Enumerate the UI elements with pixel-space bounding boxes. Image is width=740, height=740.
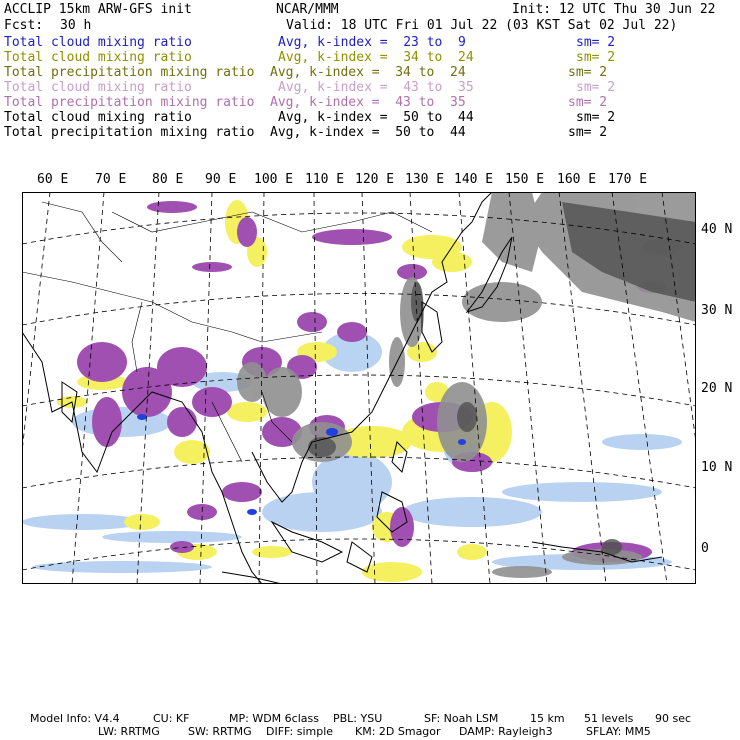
footer-item: PBL: YSU [333, 712, 383, 725]
footer-item: MP: WDM 6class [229, 712, 319, 725]
field-smoothing: sm= 2 [568, 125, 608, 140]
field-smoothing: sm= 2 [576, 80, 616, 95]
longitude-label: 60 E [37, 172, 69, 187]
field-range: Avg, k-index = 43 to 35 [270, 95, 466, 110]
footer-item: DIFF: simple [266, 725, 334, 738]
field-range: Avg, k-index = 43 to 35 [278, 80, 474, 95]
field-smoothing: sm= 2 [576, 35, 616, 50]
field-name: Total precipitation mixing ratio [4, 95, 255, 110]
longitude-label: 130 E [405, 172, 445, 187]
field-name: Total cloud mixing ratio [4, 110, 192, 125]
field-name: Total precipitation mixing ratio [4, 65, 255, 80]
longitude-label: 150 E [505, 172, 545, 187]
map-header [0, 0, 740, 140]
footer-item: SFLAY: MM5 [586, 725, 651, 738]
map-canvas [22, 192, 696, 584]
longitude-label: 160 E [557, 172, 597, 187]
forecast-map [22, 192, 696, 584]
field-range: Avg, k-index = 50 to 44 [278, 110, 474, 125]
field-name: Total cloud mixing ratio [4, 50, 192, 65]
field-name: Total precipitation mixing ratio [4, 125, 255, 140]
valid-time: Valid: 18 UTC Fri 01 Jul 22 (03 KST Sat 02 Jul 22) [286, 18, 678, 33]
field-range: Avg, k-index = 23 to 9 [278, 35, 466, 50]
longitude-label: 80 E [152, 172, 184, 187]
longitude-label: 140 E [454, 172, 494, 187]
footer-item: Model Info: V4.4 [30, 712, 120, 725]
field-smoothing: sm= 2 [576, 110, 616, 125]
field-smoothing: sm= 2 [568, 95, 608, 110]
footer-item: DAMP: Rayleigh3 [459, 725, 553, 738]
field-range: Avg, k-index = 50 to 44 [270, 125, 466, 140]
latitude-label: 0 [701, 541, 709, 556]
footer-item: 90 sec [655, 712, 692, 725]
model-title: ACCLIP 15km ARW-GFS init [4, 2, 192, 17]
longitude-label: 120 E [355, 172, 395, 187]
footer-item: LW: RRTMG [98, 725, 160, 738]
longitude-label: 110 E [305, 172, 345, 187]
field-name: Total cloud mixing ratio [4, 35, 192, 50]
forecast-hour: 30 h [60, 18, 92, 33]
longitude-label: 100 E [254, 172, 294, 187]
footer-item: SW: RRTMG [188, 725, 252, 738]
footer-item: SF: Noah LSM [424, 712, 499, 725]
latitude-label: 30 N [701, 303, 733, 318]
footer-item: 51 levels [584, 712, 634, 725]
field-range: Avg, k-index = 34 to 24 [270, 65, 466, 80]
footer-item: 15 km [530, 712, 565, 725]
field-name: Total cloud mixing ratio [4, 80, 192, 95]
institution-label: NCAR/MMM [276, 2, 339, 17]
latitude-label: 10 N [701, 460, 733, 475]
footer-item: CU: KF [153, 712, 190, 725]
footer-item: KM: 2D Smagor [355, 725, 441, 738]
latitude-label: 20 N [701, 381, 733, 396]
latitude-label: 40 N [701, 222, 733, 237]
forecast-label: Fcst: [4, 18, 44, 33]
longitude-label: 90 E [205, 172, 237, 187]
field-smoothing: sm= 2 [576, 50, 616, 65]
longitude-label: 70 E [95, 172, 127, 187]
field-range: Avg, k-index = 34 to 24 [278, 50, 474, 65]
init-time: Init: 12 UTC Thu 30 Jun 22 [512, 2, 716, 17]
longitude-label: 170 E [608, 172, 648, 187]
field-smoothing: sm= 2 [568, 65, 608, 80]
